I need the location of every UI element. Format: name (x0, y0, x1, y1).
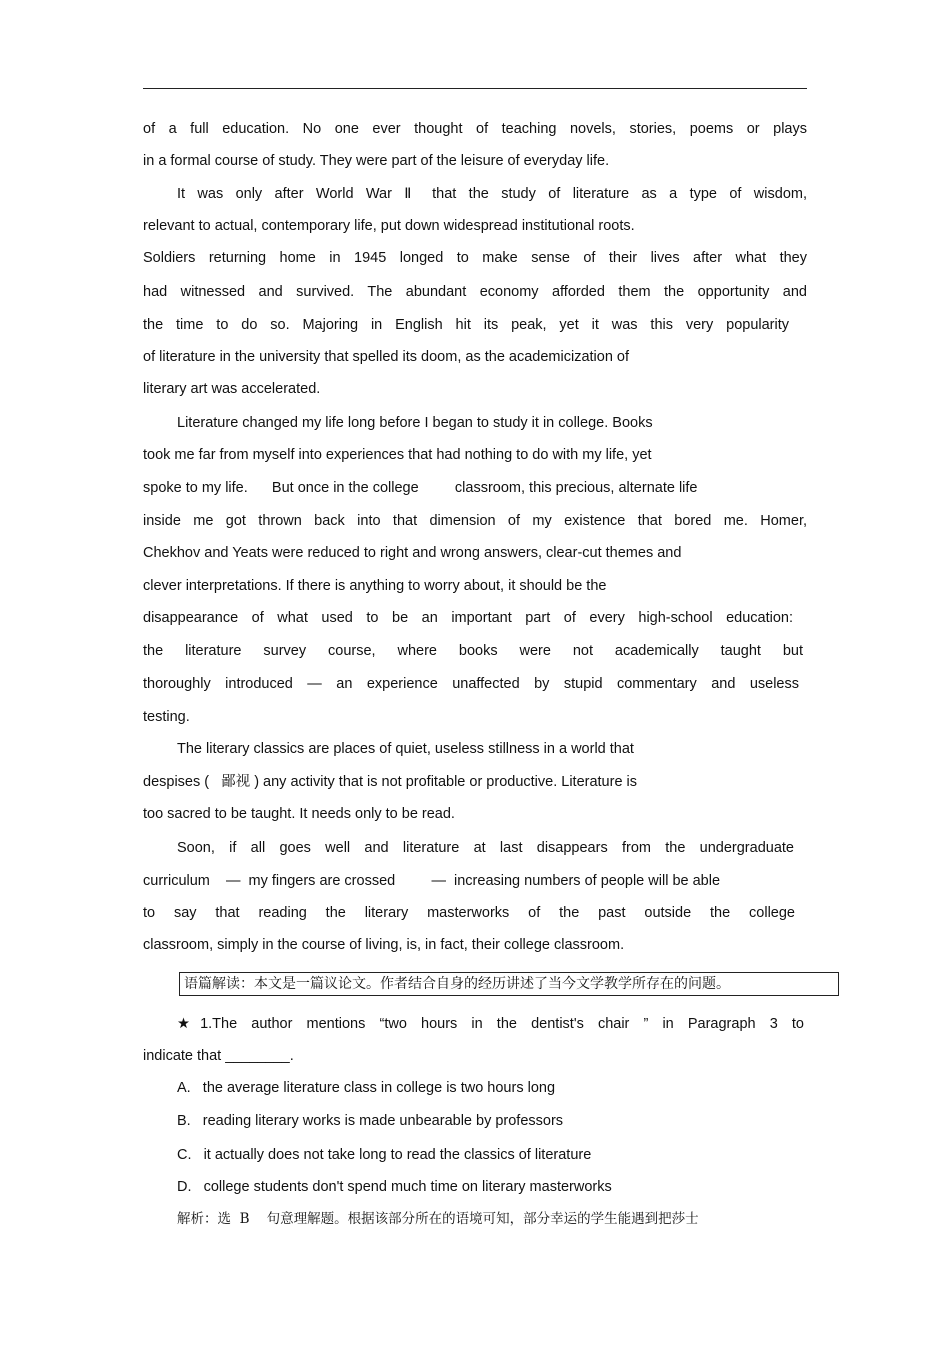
passage-line-3: It was only after World War Ⅱ that the study of literature as a type of wisdom, (177, 186, 807, 202)
analysis-text: 语篇解读：本文是一篇议论文。作者结合自身的经历讲述了当今文学教学所存在的问题。 (184, 976, 730, 992)
question-stem-line-2: indicate that ________. (143, 1048, 294, 1064)
passage-line-20: The literary classics are places of quiet, useless stillness in a world that (177, 741, 634, 757)
passage-line-23: Soon, if all goes well and literature at last disappears from the undergraduate (177, 840, 794, 856)
passage-line-14: Chekhov and Yeats were reduced to right and wrong answers, clear-cut themes and (143, 545, 682, 561)
passage-line-16: disappearance of what used to be an important part of every high-school education: (143, 610, 793, 626)
passage-line-24: curriculum — my fingers are crossed — increasing numbers of people will be able (143, 873, 721, 889)
option-d[interactable]: D. college students don't spend much time on literary masterworks (177, 1179, 612, 1195)
passage-line-4: relevant to actual, contemporary life, put down widespread institutional roots. (143, 218, 635, 234)
explanation-text: 解析：选 B 句意理解题。根据该部分所在的语境可知，部分幸运的学生能遇到把莎士 (177, 1211, 699, 1227)
passage-line-22: too sacred to be taught. It needs only to be read. (143, 806, 455, 822)
header-rule (143, 88, 807, 89)
passage-line-9: literary art was accelerated. (143, 381, 321, 397)
question-stem-line-1: ★1.The author mentions “two hours in the dentist's chair ” in Paragraph 3 to (177, 1016, 804, 1032)
passage-line-19: testing. (143, 709, 190, 725)
passage-line-2: in a formal course of study. They were part of the leisure of everyday life. (143, 153, 610, 169)
passage-line-8: of literature in the university that spelled its doom, as the academicization of (143, 349, 630, 365)
passage-line-6: had witnessed and survived. The abundant economy afforded them the opportunity and (143, 284, 807, 300)
passage-line-11: took me far from myself into experiences that had nothing to do with my life, yet (143, 447, 652, 463)
passage-line-15: clever interpretations. If there is anything to worry about, it should be the (143, 578, 607, 594)
analysis-box (179, 972, 839, 996)
passage-line-17: the literature survey course, where books were not academically taught but (143, 643, 803, 659)
passage-line-12: spoke to my life. But once in the college classroom, this precious, alternate life (143, 480, 698, 496)
option-c[interactable]: C. it actually does not take long to read the classics of literature (177, 1147, 592, 1163)
passage-line-26: classroom, simply in the course of living, is, in fact, their college classroom. (143, 937, 625, 953)
passage-line-25: to say that reading the literary masterworks of the past outside the college (143, 905, 795, 921)
passage-line-7: the time to do so. Majoring in English hit its peak, yet it was this very popularity (143, 317, 789, 333)
passage-line-21: despises ( 鄙视 ) any activity that is not profitable or productive. Literature is (143, 774, 638, 790)
option-b[interactable]: B. reading literary works is made unbearable by professors (177, 1113, 564, 1129)
passage-line-18: thoroughly introduced — an experience unaffected by stupid commentary and useless (143, 676, 799, 692)
passage-line-1: of a full education. No one ever thought of teaching novels, stories, poems or plays (143, 121, 807, 137)
option-a[interactable]: A. the average literature class in college is two hours long (177, 1080, 556, 1096)
passage-line-10: Literature changed my life long before I began to study it in college. Books (177, 415, 653, 431)
passage-line-5: Soldiers returning home in 1945 longed to make sense of their lives after what they (143, 250, 807, 266)
passage-line-13: inside me got thrown back into that dimension of my existence that bored me. Homer, (143, 513, 807, 529)
